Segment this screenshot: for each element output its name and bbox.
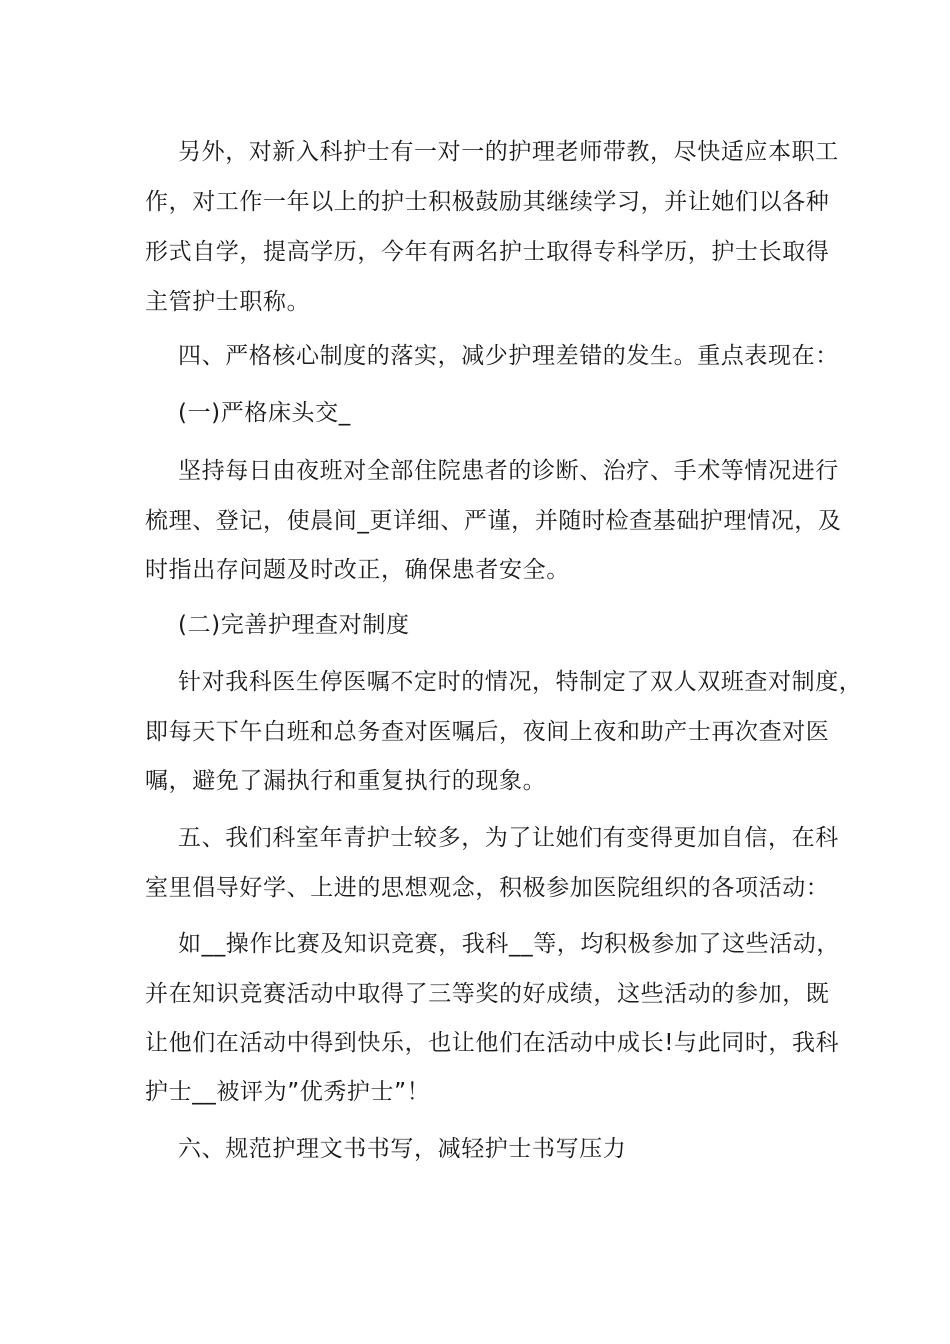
paragraph-line: 即每天下午白班和总务查对医嘱后，夜间上夜和助产士再次查对医 bbox=[145, 719, 830, 745]
section-heading: 六、规范护理文书书写，减轻护士书写压力 bbox=[178, 1136, 627, 1162]
section-heading: 五、我们科室年青护士较多，为了让她们有变得更加自信，在科 bbox=[178, 825, 839, 851]
paragraph-line: 主管护士职称。 bbox=[145, 289, 311, 315]
section-heading: 四、严格核心制度的落实，减少护理差错的发生。重点表现在： bbox=[178, 343, 839, 369]
paragraph-line: 针对我科医生停医嘱不定时的情况，特制定了双人双班查对制度， bbox=[178, 669, 863, 695]
paragraph-line: 如__操作比赛及知识竞赛，我科__等，均积极参加了这些活动， bbox=[178, 931, 840, 957]
paragraph-line: 护士__被评为”优秀护士”！ bbox=[145, 1079, 431, 1105]
subsection-heading: (二)完善护理查对制度 bbox=[178, 612, 410, 638]
paragraph-line: 作，对工作一年以上的护士积极鼓励其继续学习，并让她们以各种 bbox=[145, 189, 830, 215]
paragraph-line: 形式自学，提高学历，今年有两名护士取得专科学历，护士长取得 bbox=[145, 239, 830, 265]
paragraph-line: 嘱，避免了漏执行和重复执行的现象。 bbox=[145, 768, 547, 794]
paragraph-line: 室里倡导好学、上进的思想观念，积极参加医院组织的各项活动： bbox=[145, 875, 830, 901]
subsection-heading: (一)严格床头交_ bbox=[178, 400, 351, 426]
paragraph-line: 梳理、登记，使晨间_更详细、严谨，并随时检查基础护理情况，及 bbox=[145, 508, 842, 534]
paragraph-line: 让他们在活动中得到快乐，也让他们在活动中成长!与此同时，我科 bbox=[145, 1030, 840, 1056]
paragraph-line: 坚持每日由夜班对全部住院患者的诊断、治疗、手术等情况进行 bbox=[178, 458, 839, 484]
paragraph-line: 另外，对新入科护士有一对一的护理老师带教，尽快适应本职工 bbox=[178, 139, 839, 165]
paragraph-line: 并在知识竞赛活动中取得了三等奖的好成绩，这些活动的参加，既 bbox=[145, 981, 830, 1007]
paragraph-line: 时指出存问题及时改正，确保患者安全。 bbox=[145, 557, 570, 583]
